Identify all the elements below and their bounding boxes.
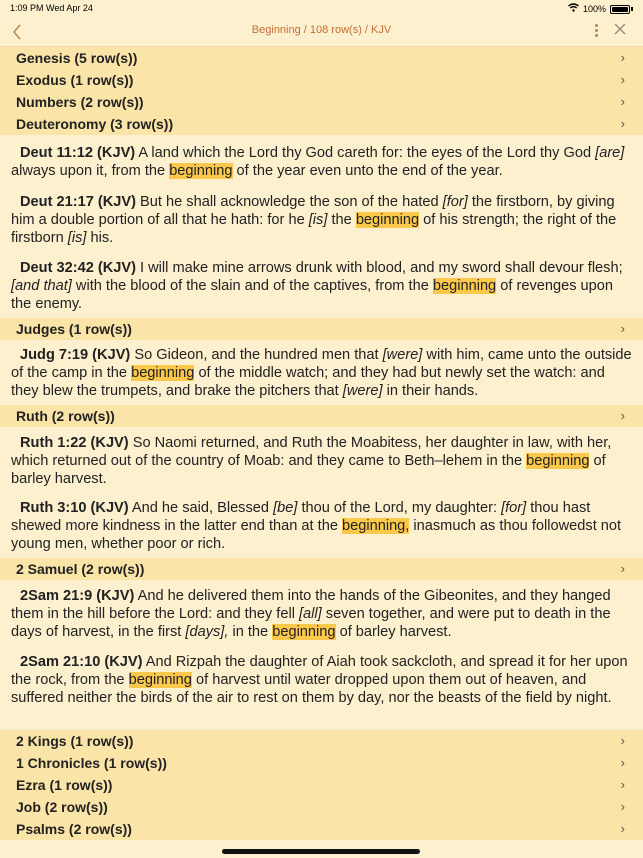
chevron-right-icon: ›	[620, 321, 625, 336]
verse-text: inasmuch as thou followedst not young men, whether poor or rich.	[11, 518, 622, 553]
search-highlight: beginning	[128, 672, 192, 689]
verse-text: with the blood of the slain and of the captives, from the	[71, 278, 433, 295]
verse-row-deut-21-17[interactable]	[11, 193, 633, 248]
battery-icon	[610, 5, 630, 14]
verse-text: And Rizpah the daughter of Aiah took sackcloth, and spread it for her upon the rock, from the	[11, 654, 628, 689]
verse-text: in the	[228, 624, 273, 641]
group-label: Ezra (1 row(s))	[16, 777, 113, 793]
more-dot-icon	[595, 29, 598, 32]
verse-italic: [were]	[342, 383, 383, 400]
search-highlight: beginning	[526, 453, 590, 470]
close-button[interactable]	[613, 22, 629, 40]
verse-italic: [for]	[442, 194, 468, 210]
verse-text: his.	[86, 230, 114, 247]
verse-reference: 2Sam 21:10 (KJV)	[20, 654, 143, 670]
verse-text: of harvest until water dropped upon them out of heaven, and suffered neither the birds of the air to rest on them by day, nor the beasts of the field by night.	[11, 672, 612, 707]
group-label: Job (2 row(s))	[16, 799, 108, 815]
verse-row-judg-7-19[interactable]	[11, 346, 633, 401]
group-header-ezra[interactable]	[0, 774, 643, 796]
verse-text: thou hast shewed more kindness in the latter end than at the	[11, 500, 591, 535]
verse-italic: [all]	[299, 606, 322, 623]
status-date: Wed Apr 24	[46, 3, 93, 13]
verse-text: So Naomi returned, and Ruth the Moabitess, her daughter in law, with her, which returned out of the country of Moab: and they came to Beth–lehem in the	[11, 435, 612, 470]
chevron-right-icon: ›	[620, 94, 625, 109]
group-label: Genesis (5 row(s))	[16, 50, 138, 66]
search-highlight: beginning	[432, 278, 497, 295]
verse-reference: Deut 11:12 (KJV)	[20, 145, 136, 161]
nav-bar	[0, 16, 643, 47]
verse-italic: [days],	[185, 624, 229, 641]
group-label: 1 Chronicles (1 row(s))	[16, 755, 167, 771]
chevron-right-icon: ›	[620, 755, 625, 770]
verse-text: So Gideon, and the hundred men that	[130, 347, 383, 363]
chevron-right-icon: ›	[620, 72, 625, 87]
home-indicator[interactable]	[222, 849, 420, 854]
verse-row-2sam-21-10[interactable]	[11, 653, 633, 708]
group-header-psalms[interactable]	[0, 818, 643, 840]
page-title: Beginning / 108 row(s) / KJV	[251, 24, 392, 36]
group-header-ruth[interactable]	[0, 405, 643, 427]
verse-italic: [is]	[67, 230, 87, 247]
group-header-deuteronomy[interactable]	[0, 113, 643, 135]
search-highlight: beginning	[131, 365, 195, 382]
verse-row-2sam-21-9[interactable]	[11, 587, 633, 642]
verse-reference: Ruth 1:22 (KJV)	[20, 435, 129, 451]
verse-text: the	[327, 212, 356, 229]
group-header-job[interactable]	[0, 796, 643, 818]
battery-nub	[631, 7, 633, 11]
group-label: Judges (1 row(s))	[16, 321, 132, 337]
group-label: Deuteronomy (3 row(s))	[16, 116, 174, 132]
verse-reference: Deut 32:42 (KJV)	[20, 260, 136, 276]
search-highlight: beginning	[272, 624, 336, 641]
group-label: Ruth (2 row(s))	[16, 408, 115, 424]
group-label: Exodus (1 row(s))	[16, 72, 134, 88]
verse-italic: [be]	[273, 500, 298, 516]
verse-text: A land which the Lord thy God careth for: the eyes of the Lord thy God	[135, 145, 596, 161]
chevron-right-icon: ›	[620, 799, 625, 814]
chevron-right-icon: ›	[620, 561, 625, 576]
verse-text: in their hands.	[382, 383, 479, 400]
verse-italic: [and that]	[11, 278, 72, 295]
more-dot-icon	[595, 34, 598, 37]
group-header-exodus[interactable]	[0, 69, 643, 91]
group-header-numbers[interactable]	[0, 91, 643, 113]
group-header-genesis[interactable]	[0, 47, 643, 69]
wifi-icon	[568, 3, 579, 15]
search-highlight: beginning	[355, 212, 420, 229]
verse-text: of the middle watch; and they had but newly set the watch: and they blew the trumpets, and brake the pitchers that	[11, 365, 605, 400]
verse-text: seven together, and were put to death in the days of harvest, in the first	[11, 606, 611, 641]
verse-text: thou of the Lord, my daughter:	[297, 500, 502, 516]
verse-text: the firstborn, by giving him a double portion of all that he hath: for he	[11, 194, 615, 229]
verse-italic: [were]	[382, 347, 423, 363]
status-bar	[0, 0, 643, 16]
chevron-right-icon: ›	[620, 50, 625, 65]
chevron-right-icon: ›	[620, 733, 625, 748]
chevron-right-icon: ›	[620, 821, 625, 836]
verse-reference: Ruth 3:10 (KJV)	[20, 500, 129, 516]
verse-text: of barley harvest.	[335, 624, 452, 641]
verse-reference: Deut 21:17 (KJV)	[20, 194, 136, 210]
search-highlight: beginning	[169, 163, 233, 180]
verse-row-deut-11-12[interactable]	[11, 144, 633, 180]
status-time: 1:09 PM	[10, 3, 44, 13]
verse-italic: [are]	[595, 145, 625, 161]
verse-text: always upon it, from the	[11, 163, 170, 180]
verse-text: But he shall acknowledge the son of the hated	[135, 194, 443, 210]
verse-italic: [for]	[501, 500, 527, 516]
verse-row-ruth-3-10[interactable]	[11, 499, 633, 554]
group-label: Numbers (2 row(s))	[16, 94, 144, 110]
chevron-right-icon: ›	[620, 116, 625, 131]
group-label: 2 Kings (1 row(s))	[16, 733, 134, 749]
verse-text: I will make mine arrows drunk with blood, and my sword shall devour flesh;	[135, 260, 623, 276]
more-dot-icon	[595, 24, 598, 27]
verse-row-ruth-1-22[interactable]	[11, 434, 633, 489]
verse-text: of the year even unto the end of the year.	[232, 163, 503, 180]
close-icon	[613, 22, 627, 36]
more-button[interactable]	[589, 22, 603, 42]
group-header-judges[interactable]	[0, 318, 643, 340]
group-label: 2 Samuel (2 row(s))	[16, 561, 145, 577]
search-highlight: beginning,	[342, 518, 410, 535]
verse-text: And he delivered them into the hands of the Gibeonites, and they hanged them in the hill before the Lord: and they fell	[11, 588, 611, 623]
verse-italic: [is]	[308, 212, 328, 229]
verse-text: of revenges upon the enemy.	[11, 278, 614, 313]
group-header-1-chronicles[interactable]	[0, 752, 643, 774]
group-label: Psalms (2 row(s))	[16, 821, 132, 837]
verse-text: of barley harvest.	[11, 453, 606, 488]
chevron-right-icon: ›	[620, 408, 625, 423]
chevron-right-icon: ›	[620, 777, 625, 792]
group-header-2-kings[interactable]	[0, 730, 643, 752]
group-header-2-samuel[interactable]	[0, 558, 643, 580]
verse-reference: Judg 7:19 (KJV)	[20, 347, 131, 363]
status-indicators	[568, 3, 633, 15]
verse-row-deut-32-42[interactable]	[11, 259, 633, 314]
verse-text: And he said, Blessed	[128, 500, 274, 516]
verse-text: with him, came unto the outside of the camp in the	[11, 347, 632, 382]
verse-text: of his strength; the right of the firstborn	[11, 212, 617, 247]
verse-reference: 2Sam 21:9 (KJV)	[20, 588, 135, 604]
battery-percent: 100%	[582, 4, 606, 14]
